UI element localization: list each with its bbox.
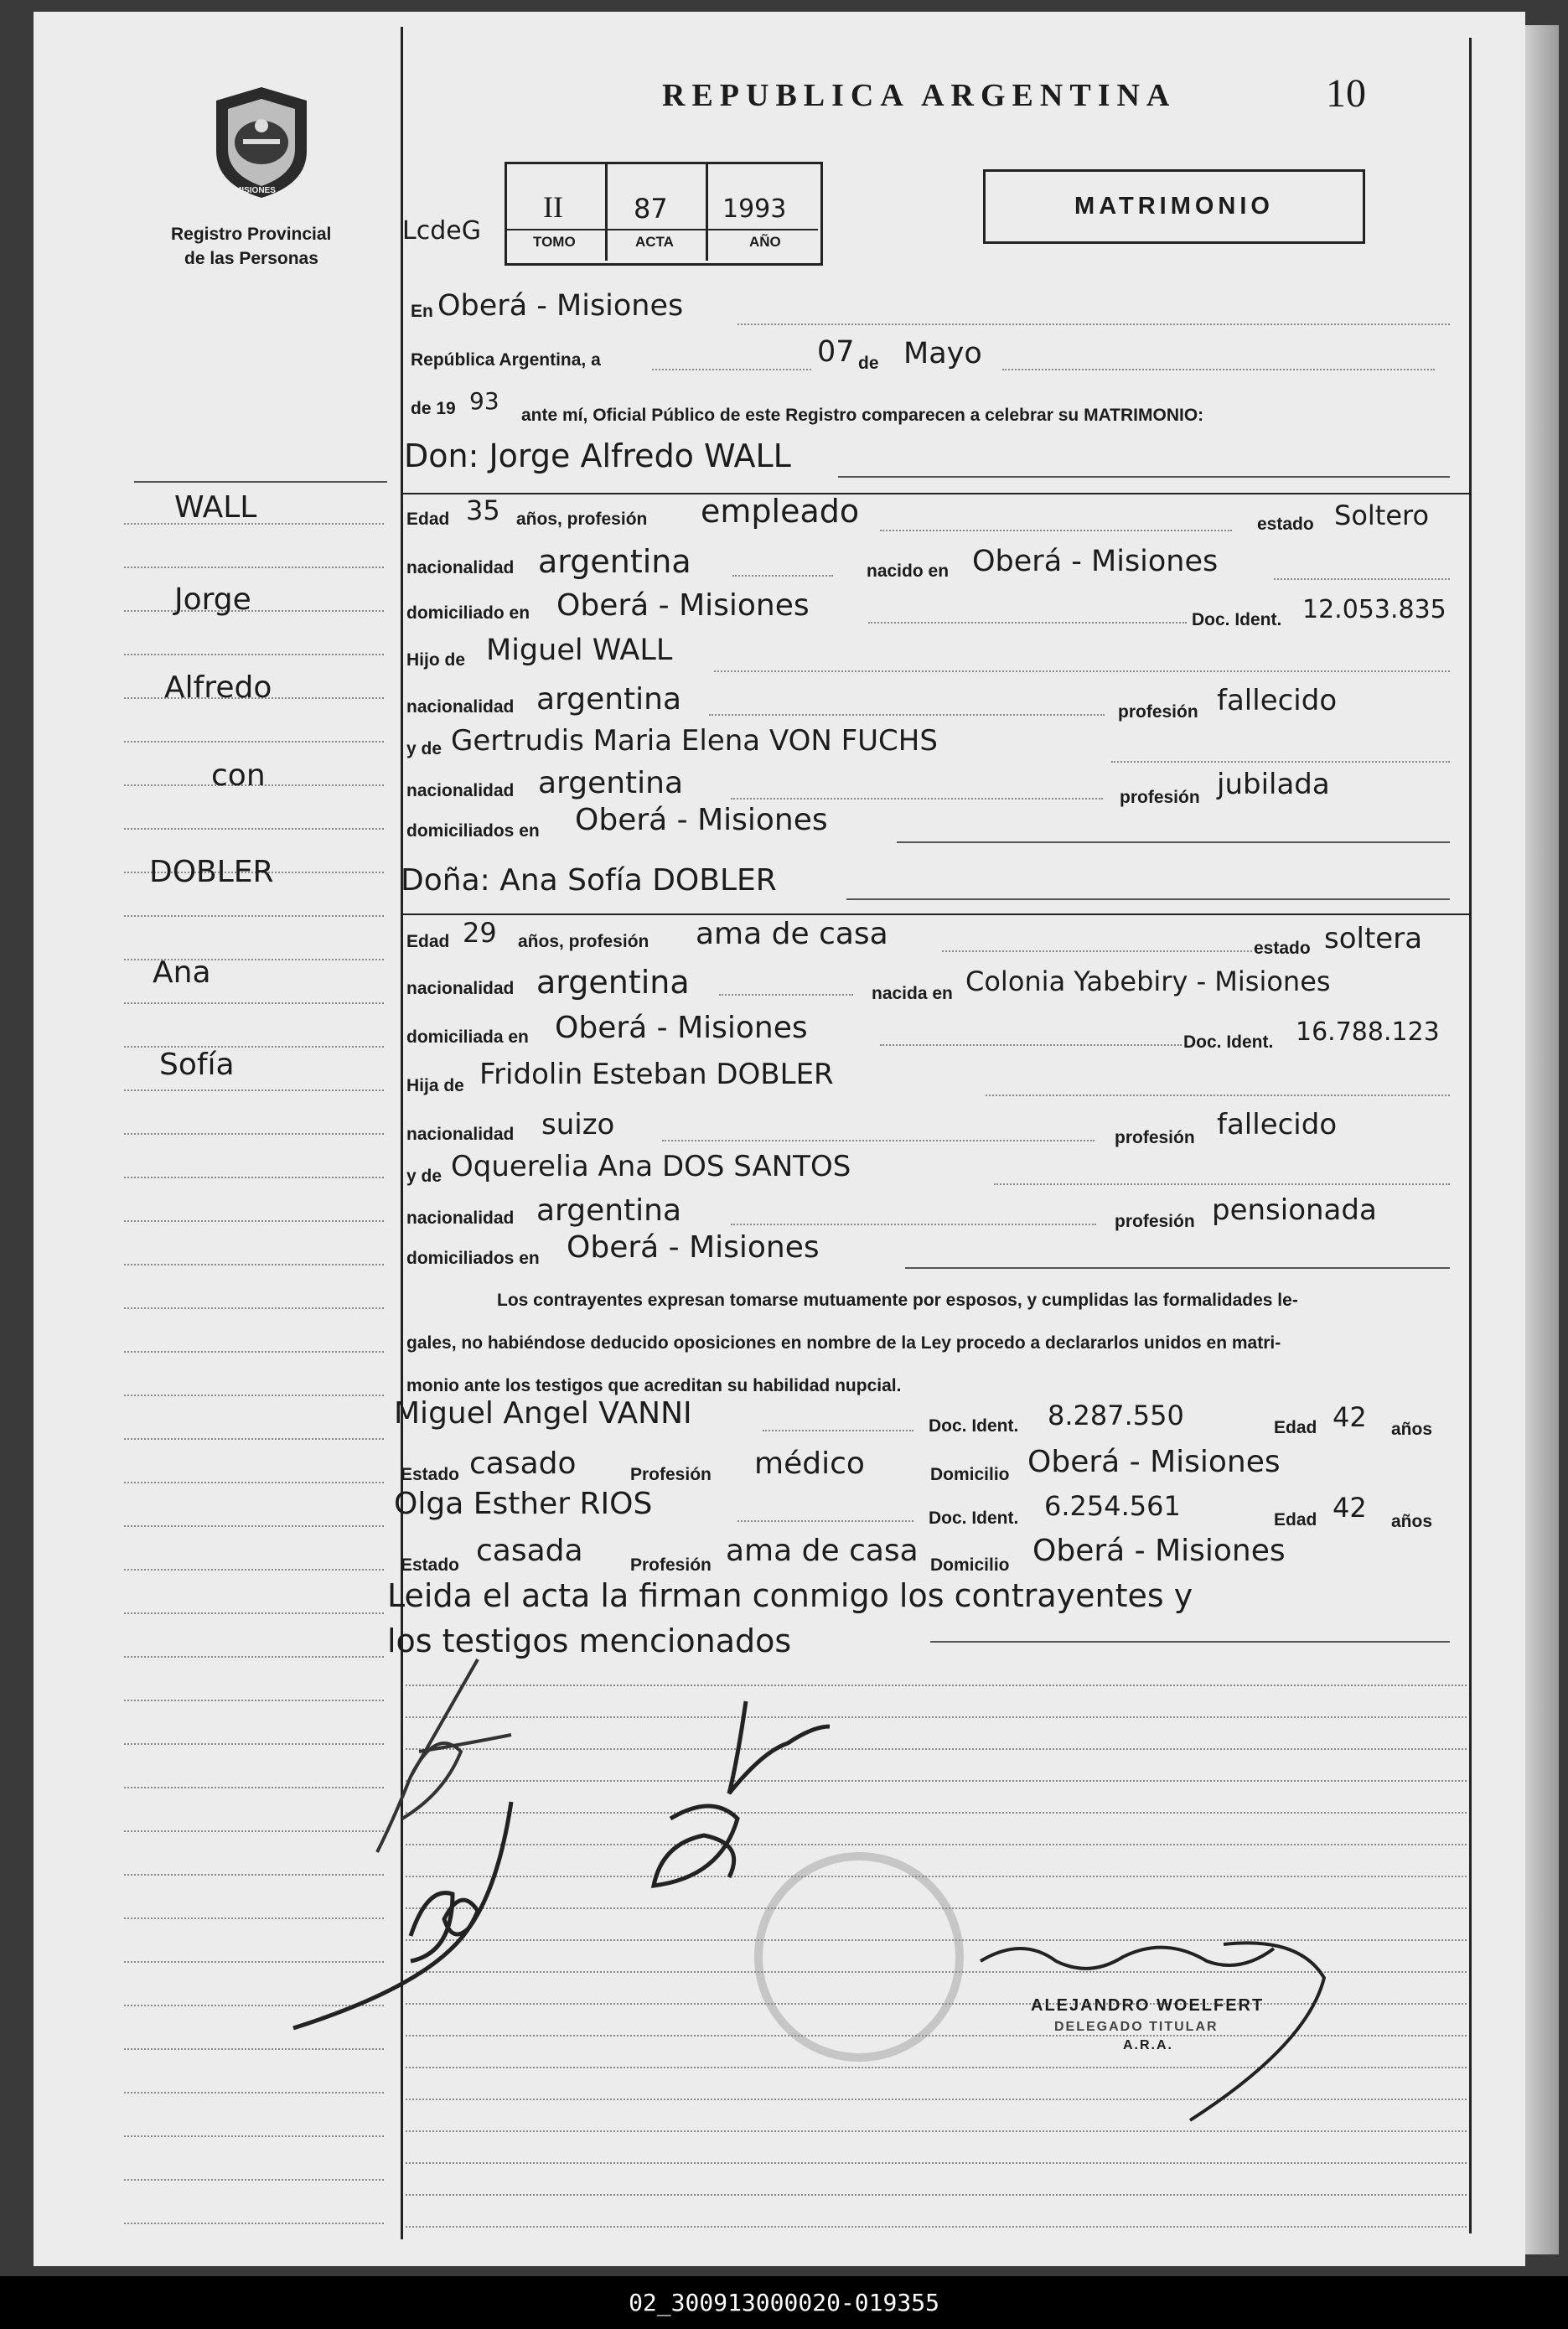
margin-rule-line: [124, 1264, 384, 1265]
margin-rule-line: [124, 654, 384, 655]
margin-name1a: Jorge: [174, 582, 251, 617]
bride-madre-label: y de: [406, 1167, 442, 1186]
en-label: En: [411, 302, 433, 321]
margin-rule-line: [124, 2223, 384, 2224]
document-type-box: [983, 169, 1365, 244]
bride-profesion: ama de casa: [696, 917, 888, 951]
margin-rule-line: [124, 741, 384, 743]
witness1-name-line: [763, 1430, 913, 1431]
witness2-name: Olga Esther RIOS: [394, 1487, 653, 1521]
registry-name-line1: Registro Provincial: [171, 225, 332, 244]
groom-padre-line: [714, 670, 1450, 672]
groom-dom-line: [868, 622, 1187, 624]
closing-line2: los testigos mencionados: [387, 1623, 792, 1659]
margin-rule-line: [124, 1525, 384, 1527]
witness2-edad-label: Edad: [1274, 1510, 1317, 1529]
bride-prof-label: años, profesión: [518, 932, 649, 951]
bride-estado-label: estado: [1254, 939, 1311, 958]
groom-edad-label: Edad: [406, 510, 450, 529]
signature-rule-line: [406, 1876, 1467, 1877]
margin-rule-line: [124, 1351, 384, 1353]
margin-rule-line: [124, 1482, 384, 1483]
bride-nac-line: [719, 994, 853, 996]
witness1-estado-label: Estado: [401, 1465, 460, 1484]
groom-madre-nac: argentina: [538, 766, 684, 800]
anio-value: 1993: [722, 194, 787, 224]
groom-title: Don: Jorge Alfredo WALL: [404, 437, 791, 474]
groom-domicilio: Oberá - Misiones: [556, 588, 810, 623]
margin-rule-line: [124, 1002, 384, 1004]
bride-padre-prof-label: profesión: [1115, 1128, 1195, 1147]
margin-rule-line: [124, 1438, 384, 1440]
groom-madre-prof: jubilada: [1217, 768, 1330, 801]
margin-rule-line: [124, 610, 384, 612]
witness2-dom-label: Domicilio: [930, 1555, 1010, 1575]
signature-official: [972, 1928, 1374, 2145]
margin-rule-line: [124, 1395, 384, 1396]
closing-line: [930, 1641, 1450, 1643]
margin-rule-line: [124, 1307, 384, 1309]
groom-padre-nac-label: nacionalidad: [406, 697, 515, 717]
groom-padres-dom: Oberá - Misiones: [575, 803, 828, 837]
groom-prof-line: [880, 530, 1232, 531]
anio-label: AÑO: [749, 234, 781, 250]
record-box-divider-v1: [605, 163, 608, 261]
margin-rule-line: [124, 1177, 384, 1178]
signature-rule-line: [406, 1780, 1467, 1782]
witness1-domicilio: Oberá - Misiones: [1027, 1445, 1281, 1479]
groom-profesion: empleado: [701, 493, 860, 530]
year-suffix: 93: [469, 387, 499, 415]
coat-of-arms-logo: [208, 84, 315, 201]
margin-name1b: Alfredo: [164, 670, 272, 705]
witness2-prof-label: Profesión: [630, 1555, 712, 1575]
margin-rule-line: [124, 915, 384, 917]
bride-padres-dom: Oberá - Misiones: [567, 1230, 820, 1265]
bride-madre: Oquerelia Ana DOS SANTOS: [451, 1150, 851, 1183]
witness1-edad-label: Edad: [1274, 1418, 1317, 1437]
date-line2: [1002, 369, 1435, 370]
witness1-estado: casado: [469, 1447, 577, 1481]
groom-padres-dom-label: domiciliados en: [406, 821, 540, 841]
margin-con: con: [211, 758, 266, 793]
groom-padre-nac-line: [709, 714, 1105, 716]
witness2-domicilio: Oberá - Misiones: [1032, 1534, 1286, 1568]
groom-edad: 35: [466, 494, 500, 526]
official-code: A.R.A.: [1123, 2038, 1173, 2052]
declaration-paragraph: [406, 1279, 1461, 1407]
bride-padre-nac-line: [662, 1140, 1094, 1141]
page-edge: [1525, 25, 1559, 2254]
margin-rule-line: [124, 1133, 384, 1135]
closing-line1: Leida el acta la firman conmigo los contrayentes y: [387, 1577, 1193, 1614]
margin-surname2: DOBLER: [149, 855, 274, 889]
signature-rule-line: [406, 1844, 1467, 1845]
witness2-estado: casada: [476, 1534, 583, 1568]
groom-padre-nac: argentina: [536, 682, 682, 717]
margin-top-rule: [134, 481, 387, 483]
witness1-prof-label: Profesión: [630, 1465, 712, 1484]
groom-nac-label: nacionalidad: [406, 558, 515, 577]
bride-estado: soltera: [1324, 922, 1423, 955]
witness1-name: Miguel Angel VANNI: [394, 1396, 692, 1431]
groom-padre: Miguel WALL: [486, 634, 673, 667]
groom-madre-line: [1111, 761, 1450, 763]
witness1-anos-label: años: [1391, 1420, 1433, 1439]
signature-rule-line: [406, 1748, 1467, 1750]
bride-padres-dom-line: [905, 1267, 1450, 1269]
bride-madre-nac-line: [731, 1224, 1096, 1225]
signature-rule-line: [406, 2194, 1467, 2196]
bride-doc: 16.788.123: [1296, 1017, 1440, 1047]
witness2-anos-label: años: [1391, 1512, 1433, 1531]
witness1-doc: 8.287.550: [1048, 1400, 1184, 1431]
witness2-edad: 42: [1333, 1492, 1367, 1524]
bride-padre: Fridolin Esteban DOBLER: [479, 1058, 834, 1091]
margin-rule-line: [124, 2092, 384, 2094]
groom-nacido-line: [1274, 578, 1450, 580]
year-prefix: de 19: [411, 399, 456, 418]
groom-madre: Gertrudis Maria Elena VON FUCHS: [451, 724, 938, 758]
margin-rule-line: [124, 567, 384, 568]
bride-madre-nac: argentina: [536, 1193, 682, 1228]
declaration-line2: gales, no habiéndose deducido oposiciones en nombre de la Ley procedo a declararlos unidos en matri-: [406, 1333, 1281, 1353]
witness2-name-line: [737, 1520, 913, 1522]
right-border-rule: [1469, 38, 1472, 2233]
groom-estado-label: estado: [1257, 515, 1314, 534]
place-line: [737, 323, 1450, 325]
margin-rule-line: [124, 2135, 384, 2137]
margin-name2a: Ana: [153, 955, 211, 990]
signature-rule-line: [406, 2226, 1467, 2228]
signature-witness1: [620, 1693, 838, 1911]
official-name: ALEJANDRO WOELFERT: [1031, 1996, 1265, 2015]
groom-nacido: Oberá - Misiones: [972, 545, 1219, 578]
date-line1: [652, 369, 811, 370]
republica-label: República Argentina, a: [411, 350, 601, 370]
margin-rule-line: [124, 828, 384, 830]
bride-madre-prof-label: profesión: [1115, 1212, 1195, 1231]
tomo-label: TOMO: [533, 234, 576, 250]
witness1-dom-label: Domicilio: [930, 1465, 1010, 1484]
groom-madre-nac-line: [731, 798, 1103, 800]
bride-padre-prof: fallecido: [1217, 1108, 1338, 1141]
bride-madre-line: [994, 1183, 1450, 1185]
groom-madre-label: y de: [406, 739, 442, 758]
month: Mayo: [903, 337, 982, 370]
declaration-line1: Los contrayentes expresan tomarse mutuamente por esposos, y cumplidas las formalidades le-: [497, 1291, 1298, 1310]
margin-surname1: WALL: [174, 490, 257, 525]
groom-madre-nac-label: nacionalidad: [406, 781, 515, 800]
margin-name2b: Sofía: [159, 1048, 235, 1082]
bride-edad: 29: [463, 917, 497, 949]
groom-nacionalidad: argentina: [538, 543, 691, 580]
signature-rule-line: [406, 1685, 1467, 1686]
country-header: REPUBLICA ARGENTINA: [662, 78, 1177, 113]
groom-doc-label: Doc. Ident.: [1192, 610, 1282, 629]
bride-padre-line: [986, 1095, 1450, 1096]
bride-nacida-label: nacida en: [872, 984, 953, 1003]
witness2-doc: 6.254.561: [1044, 1490, 1181, 1522]
margin-rule-line: [124, 2048, 384, 2050]
acta-value: 87: [634, 193, 668, 225]
bride-hija-label: Hija de: [406, 1076, 464, 1095]
record-box-divider-h: [506, 229, 818, 230]
bride-nac-label: nacionalidad: [406, 979, 515, 998]
groom-section-rule: [401, 493, 1469, 494]
de-label: de: [858, 354, 879, 373]
bride-prof-line: [942, 950, 1252, 952]
bride-nacida: Colonia Yabebiry - Misiones: [965, 965, 1331, 997]
witness1-doc-label: Doc. Ident.: [929, 1416, 1019, 1436]
day: 07: [817, 335, 855, 369]
groom-madre-prof-label: profesión: [1120, 788, 1200, 807]
margin-rule-line: [124, 1089, 384, 1091]
margin-rule-line: [124, 2179, 384, 2181]
official-title: DELEGADO TITULAR: [1054, 2020, 1219, 2034]
bride-title-line: [846, 898, 1450, 900]
witness1-profesion: médico: [754, 1447, 865, 1481]
bride-madre-prof: pensionada: [1212, 1193, 1377, 1227]
groom-padres-dom-line: [897, 841, 1450, 843]
registry-name-line2: de las Personas: [184, 249, 318, 268]
margin-rule-line: [124, 1569, 384, 1571]
place: Oberá - Misiones: [437, 289, 684, 323]
document-type: MATRIMONIO: [1074, 193, 1274, 220]
groom-estado: Soltero: [1334, 499, 1430, 531]
signature-rule-line: [406, 2162, 1467, 2164]
intro-text: ante mí, Oficial Público de este Registro comparecen a celebrar su MATRIMONIO:: [521, 406, 1204, 425]
signature-rule-line: [406, 1812, 1467, 1814]
bride-dom-line: [880, 1044, 1182, 1046]
declaration-line3: monio ante los testigos que acreditan su habilidad nupcial.: [406, 1376, 902, 1395]
image-id-bar: [0, 2276, 1568, 2329]
record-box-divider-v2: [706, 163, 708, 261]
groom-padre-prof-label: profesión: [1118, 702, 1198, 722]
signature-bride: [285, 1785, 536, 2037]
groom-dom-label: domiciliado en: [406, 603, 530, 623]
tomo-value: II: [543, 190, 563, 224]
bride-padres-dom-label: domiciliados en: [406, 1249, 540, 1268]
bride-title: Doña: Ana Sofía DOBLER: [401, 863, 777, 898]
bride-nacionalidad: argentina: [536, 964, 690, 1001]
bride-domicilio: Oberá - Misiones: [555, 1011, 808, 1045]
bride-madre-nac-label: nacionalidad: [406, 1208, 515, 1228]
groom-nac-line: [732, 575, 833, 577]
bride-section-rule: [401, 913, 1469, 915]
bride-edad-label: Edad: [406, 932, 450, 951]
groom-nacido-label: nacido en: [867, 562, 950, 581]
margin-rule-line: [124, 1220, 384, 1222]
witness1-edad: 42: [1333, 1401, 1367, 1433]
witness2-profesion: ama de casa: [726, 1534, 919, 1568]
groom-padre-prof: fallecido: [1217, 684, 1338, 717]
bride-dom-label: domiciliada en: [406, 1027, 529, 1047]
image-id: 02_300913000020-019355: [629, 2289, 939, 2316]
groom-prof-label: años, profesión: [516, 510, 648, 529]
page-number: 10: [1326, 71, 1366, 116]
groom-hijo-label: Hijo de: [406, 650, 466, 670]
witness2-estado-label: Estado: [401, 1555, 460, 1575]
bride-doc-label: Doc. Ident.: [1183, 1033, 1274, 1052]
groom-doc: 12.053.835: [1302, 595, 1446, 624]
signature-rule-line: [406, 1716, 1467, 1718]
witness2-doc-label: Doc. Ident.: [929, 1509, 1019, 1528]
acta-label: ACTA: [635, 234, 674, 250]
margin-note: LcdeG: [402, 216, 481, 246]
groom-title-line: [838, 476, 1450, 478]
logo-inscription: MISIONES: [235, 186, 276, 195]
margin-rule-line: [124, 1612, 384, 1614]
bride-padre-nac: suizo: [541, 1108, 615, 1141]
bride-padre-nac-label: nacionalidad: [406, 1125, 515, 1144]
